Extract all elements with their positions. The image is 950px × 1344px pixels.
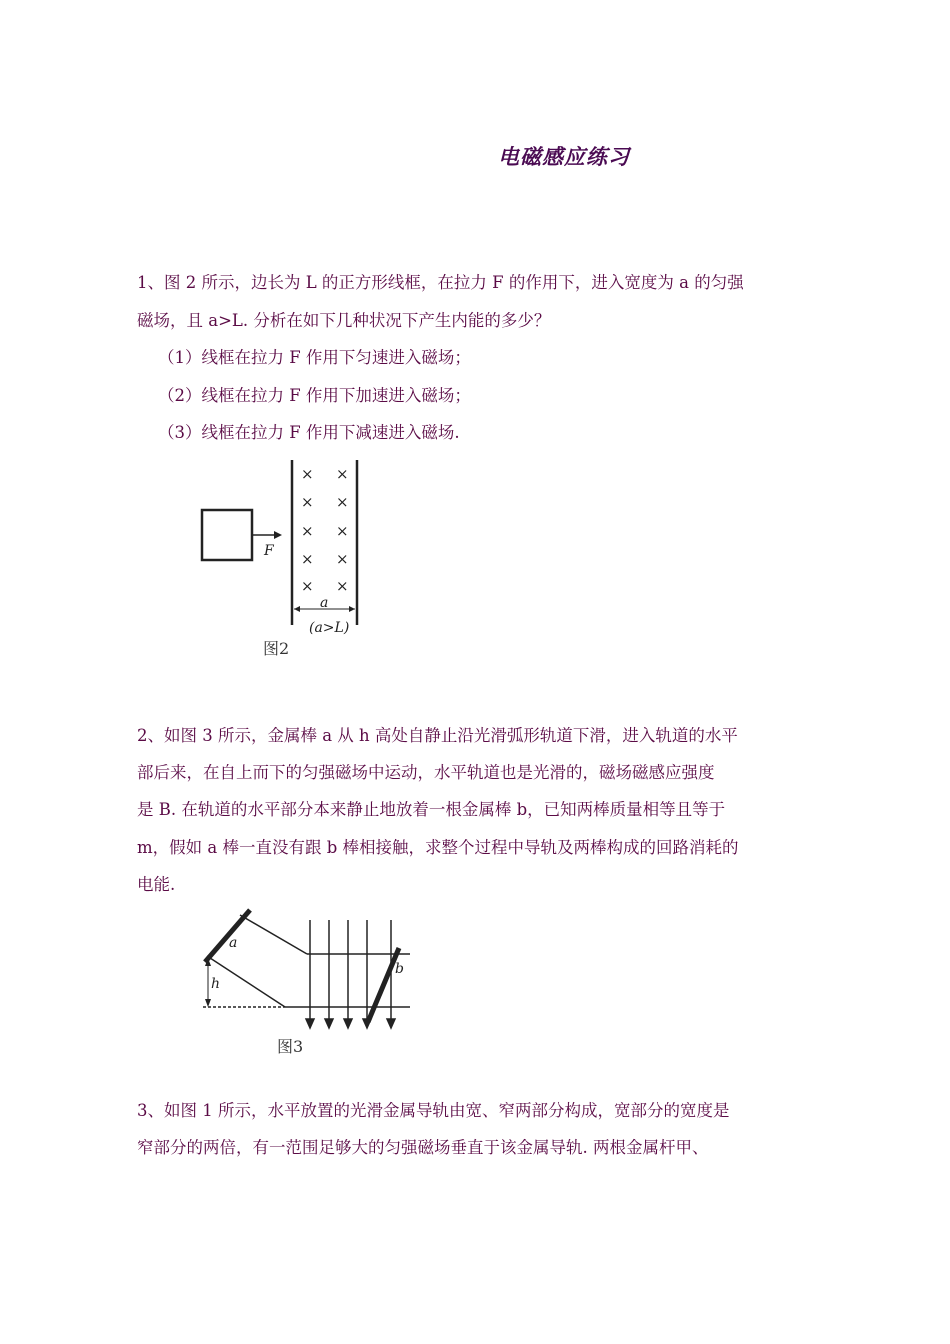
rod-a-label: a <box>229 935 238 951</box>
figure-caption: 图3 <box>277 1037 304 1056</box>
q3-line-2: 窄部分的两倍，有一范围足够大的匀强磁场垂直于该金属导轨. 两根金属杆甲、 <box>137 1138 709 1157</box>
rod-b <box>368 948 399 1022</box>
width-label: a <box>320 595 329 611</box>
q1-sub-1: （1）线框在拉力 F 作用下匀速进入磁场； <box>158 348 471 367</box>
field-cross: × <box>336 465 349 483</box>
field-cross: × <box>336 522 349 540</box>
field-cross: × <box>301 465 314 483</box>
q1-line-1: 1、图 2 所示，边长为 L 的正方形线框，在拉力 F 的作用下，进入宽度为 a 的匀强 <box>137 273 744 292</box>
height-label: h <box>211 976 221 992</box>
rod-b-label: b <box>395 961 404 977</box>
q2-line-5: 电能. <box>137 875 176 894</box>
q3-line-1: 3、如图 1 所示，水平放置的光滑金属导轨由宽、窄两部分构成，宽部分的宽度是 <box>137 1101 730 1120</box>
figure-3 <box>195 900 425 1064</box>
field-cross: × <box>301 522 314 540</box>
figure-2 <box>190 455 380 669</box>
q2-line-4: m，假如 a 棒一直没有跟 b 棒相接触，求整个过程中导轨及两棒构成的回路消耗的 <box>137 838 739 857</box>
q2-line-1: 2、如图 3 所示，金属棒 a 从 h 高处自静止沿光滑弧形轨道下滑，进入轨道的水平 <box>137 726 738 745</box>
field-cross: × <box>301 577 314 595</box>
field-cross: × <box>301 493 314 511</box>
rod-a <box>205 910 250 962</box>
q1-sub-2: （2）线框在拉力 F 作用下加速进入磁场； <box>158 386 471 405</box>
square-frame <box>202 510 252 560</box>
force-label: F <box>264 543 274 559</box>
field-cross: × <box>336 550 349 568</box>
q1-sub-3: （3）线框在拉力 F 作用下减速进入磁场. <box>158 423 460 442</box>
figure-caption: 图2 <box>263 639 290 658</box>
upper-rail-incline <box>240 915 307 954</box>
field-cross: × <box>336 493 349 511</box>
field-cross: × <box>301 550 314 568</box>
page-title: 电磁感应练习 <box>498 145 630 169</box>
q1-line-2: 磁场，且 a>L. 分析在如下几种状况下产生内能的多少？ <box>137 311 551 330</box>
q2-line-3: 是 B. 在轨道的水平部分本来静止地放着一根金属棒 b，已知两棒质量相等且等于 <box>137 800 726 819</box>
condition-label: (a>L) <box>309 620 350 636</box>
field-cross: × <box>336 577 349 595</box>
q2-line-2: 部后来，在自上而下的匀强磁场中运动，水平轨道也是光滑的，磁场磁感应强度 <box>137 763 715 782</box>
